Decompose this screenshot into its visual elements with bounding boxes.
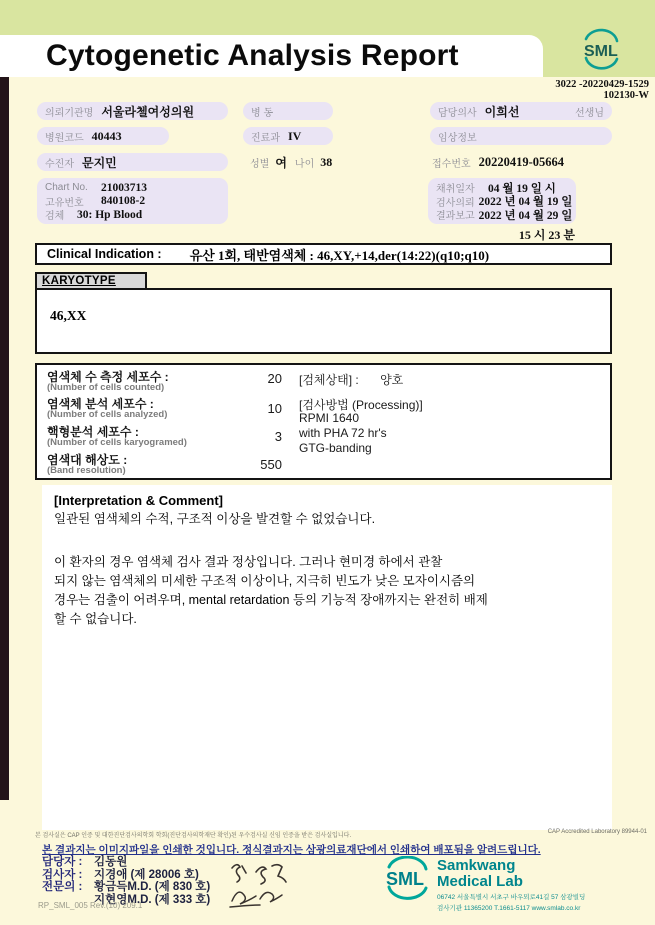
stat-analyzed-en: (Number of cells analyzed) [47, 409, 168, 420]
stat-resolution-value: 550 [260, 457, 282, 472]
form-code: RP_SML_005 Rev.(10) 209.1 [38, 901, 143, 910]
interpretation-summary: 일관된 염색체의 수적, 구조적 이상을 발견할 수 없었습니다. [54, 512, 376, 526]
department-label: 진료과 [251, 132, 280, 144]
patient-name-value: 문지민 [81, 155, 117, 170]
processing-method-line3: GTG-banding [299, 441, 372, 455]
clinical-info-label: 임상정보 [438, 132, 477, 144]
cell-stats-box [35, 363, 612, 480]
svg-text:SML: SML [584, 43, 618, 60]
specialist-name-2: 지현영M.D. (제 333 호) [94, 893, 211, 906]
interpretation-box [42, 485, 612, 830]
specimen-status-value: 양호 [380, 373, 404, 387]
clinical-indication-box [35, 243, 612, 265]
specialist-name-1: 황금득M.D. (제 830 호) [94, 881, 211, 894]
dates-block [428, 178, 576, 224]
processing-method-line2: with PHA 72 hr's [299, 426, 387, 440]
age-value: 38 [320, 154, 333, 169]
collect-date-value: 04 월 19 일 시 [488, 182, 556, 195]
specialist-label: 전문의 : [42, 881, 83, 894]
interpretation-heading: [Interpretation & Comment] [54, 493, 223, 508]
field-ward [243, 102, 333, 120]
doctor-suffix: 선생님 [575, 107, 604, 119]
karyotype-result: 46,XX [50, 308, 87, 323]
report-time: 15 시 23 분 [518, 228, 575, 242]
receipt-number-label: 접수번호 [432, 158, 471, 170]
sml-logo-icon [580, 28, 622, 77]
stat-resolution-kr: 염색대 해상도 : [47, 453, 128, 467]
examiner-label: 검사자 : [42, 868, 83, 881]
hospital-code-label: 병원코드 [45, 132, 84, 144]
processing-method-line1: RPMI 1640 [299, 411, 360, 425]
lab-address-line1: 06742 서울특별시 서초구 바우뫼로41길 57 삼광빌딩 [437, 894, 586, 901]
organization-label: 의뢰기관명 [45, 107, 94, 119]
field-chart-no [45, 181, 220, 195]
doctor-value: 이희선 [484, 104, 520, 119]
manager-label: 담당자 : [42, 856, 83, 869]
lab-address-line2: 검사기관 11365200 T.1661-5117 www.smlab.co.kr [437, 905, 581, 912]
specimen-status [299, 371, 403, 388]
specimen-label: 검체 [45, 211, 65, 223]
stat-analyzed-kr: 염색체 분석 세포수 : [47, 397, 154, 411]
field-clinical-info [430, 127, 612, 145]
report-date-value: 2022 년 04 월 29 일 [478, 209, 573, 222]
patient-name-label: 수진자 [45, 158, 74, 170]
staff-block [42, 855, 210, 905]
field-department [243, 127, 333, 145]
samkwang-logo-icon [382, 856, 432, 905]
report-code-1: 3022 -20220429-1529 [555, 79, 649, 90]
clinical-indication-value: 유산 1회, 태반염색체 : 46,XY,+14,der(14:22)(q10;q10) [189, 247, 490, 263]
organization-value: 서울라첼여성의원 [101, 104, 195, 119]
specimen-status-label: [검체상태] : [299, 373, 359, 387]
ward-label: 병 동 [251, 107, 274, 119]
examiner-name: 지경애 (제 28006 호) [94, 868, 199, 881]
request-date-label: 검사의뢰 [436, 197, 475, 209]
sex-label: 성별 [250, 158, 270, 170]
clinical-indication-label: Clinical Indication : [47, 247, 162, 261]
manager-name: 김동원 [94, 856, 128, 869]
processing-method-label: [검사방법 (Processing)] [299, 398, 423, 412]
field-sex-age [250, 153, 332, 171]
hospital-code-value: 40443 [91, 128, 122, 143]
field-hospital-code [37, 127, 169, 145]
stat-counted-value: 20 [267, 371, 282, 386]
field-report-date [436, 208, 573, 223]
field-unique-no [45, 195, 220, 209]
department-value: IV [287, 128, 302, 143]
receipt-number-value: 20220419-05664 [478, 154, 565, 169]
interpretation-para-line1: 이 환자의 경우 염색체 검사 결과 정상입니다. 그러나 현미경 하에서 관찰 [54, 555, 443, 569]
age-label: 나이 [294, 158, 315, 170]
field-specimen [45, 208, 220, 222]
svg-text:SML: SML [386, 869, 424, 889]
stat-karyogramed-kr: 핵형분석 세포수 : [47, 425, 139, 439]
chart-no-label: Chart No. [45, 182, 88, 194]
chart-no-value: 21003713 [101, 181, 147, 194]
print-notice: 본 결과지는 이미지파일을 인쇄한 것입니다. 정식결과지는 삼광의료재단에서 인쇄하여 배포됨을 알려드립니다. [42, 844, 541, 856]
unique-no-value: 840108-2 [101, 195, 146, 208]
stat-counted-kr: 염색체 수 측정 세포수 : [47, 370, 169, 384]
report-date-label: 결과보고 [436, 211, 475, 223]
stat-analyzed-value: 10 [267, 401, 282, 416]
specimen-value: 30: Hp Blood [77, 208, 143, 221]
report-code-2: 102130-W [603, 90, 649, 101]
unique-no-label: 고유번호 [45, 197, 84, 209]
page-title: Cytogenetic Analysis Report [46, 39, 459, 72]
interpretation-para-line3: 경우는 검출이 어려우며, mental retardation 등의 기능적 장애까지는 완전히 배제 [54, 593, 488, 607]
karyotype-box [35, 288, 612, 354]
lab-address [437, 892, 585, 914]
signature-ji-icon [228, 885, 286, 914]
interpretation-para-line4: 할 수 없습니다. [54, 612, 137, 626]
stat-resolution-en: (Band resolution) [47, 465, 126, 476]
scan-edge-strip [0, 77, 9, 800]
lab-name [437, 858, 523, 890]
lab-name-line1: Samkwang [437, 857, 516, 874]
cap-accreditation-number: CAP Accredited Laboratory 89944-01 [547, 829, 647, 835]
accreditation-line: 본 검사실은 CAP 인증 및 대한진단검사의학회 학회(진단검사의학재단 확인)된 우수검사실 신임 인증을 받은 검사실입니다. [35, 833, 352, 839]
doctor-label: 담당의사 [438, 107, 477, 119]
collect-date-label: 채취일자 [436, 184, 475, 196]
request-date-value: 2022 년 04 월 19 일 [478, 196, 573, 209]
field-receipt-number [432, 153, 564, 171]
chart-info-block [37, 178, 228, 224]
sex-value: 여 [275, 155, 287, 170]
karyotype-header-label: KARYOTYPE [42, 275, 116, 287]
field-patient-name [37, 153, 228, 171]
interpretation-para-line2: 되지 않는 염색체의 미세한 구조적 이상이나, 지극히 빈도가 낮은 모자이시즘의 [54, 574, 476, 588]
interpretation-paragraph [54, 553, 488, 629]
lab-name-line2: Medical Lab [437, 873, 523, 890]
field-organization [37, 102, 228, 120]
title-band [0, 35, 543, 77]
karyotype-header [35, 272, 147, 288]
stat-karyogramed-en: (Number of cells karyogramed) [47, 437, 187, 448]
report-codes [555, 79, 649, 101]
field-doctor [430, 102, 612, 120]
stat-counted-en: (Number of cells counted) [47, 382, 165, 393]
stat-karyogramed-value: 3 [274, 429, 282, 444]
